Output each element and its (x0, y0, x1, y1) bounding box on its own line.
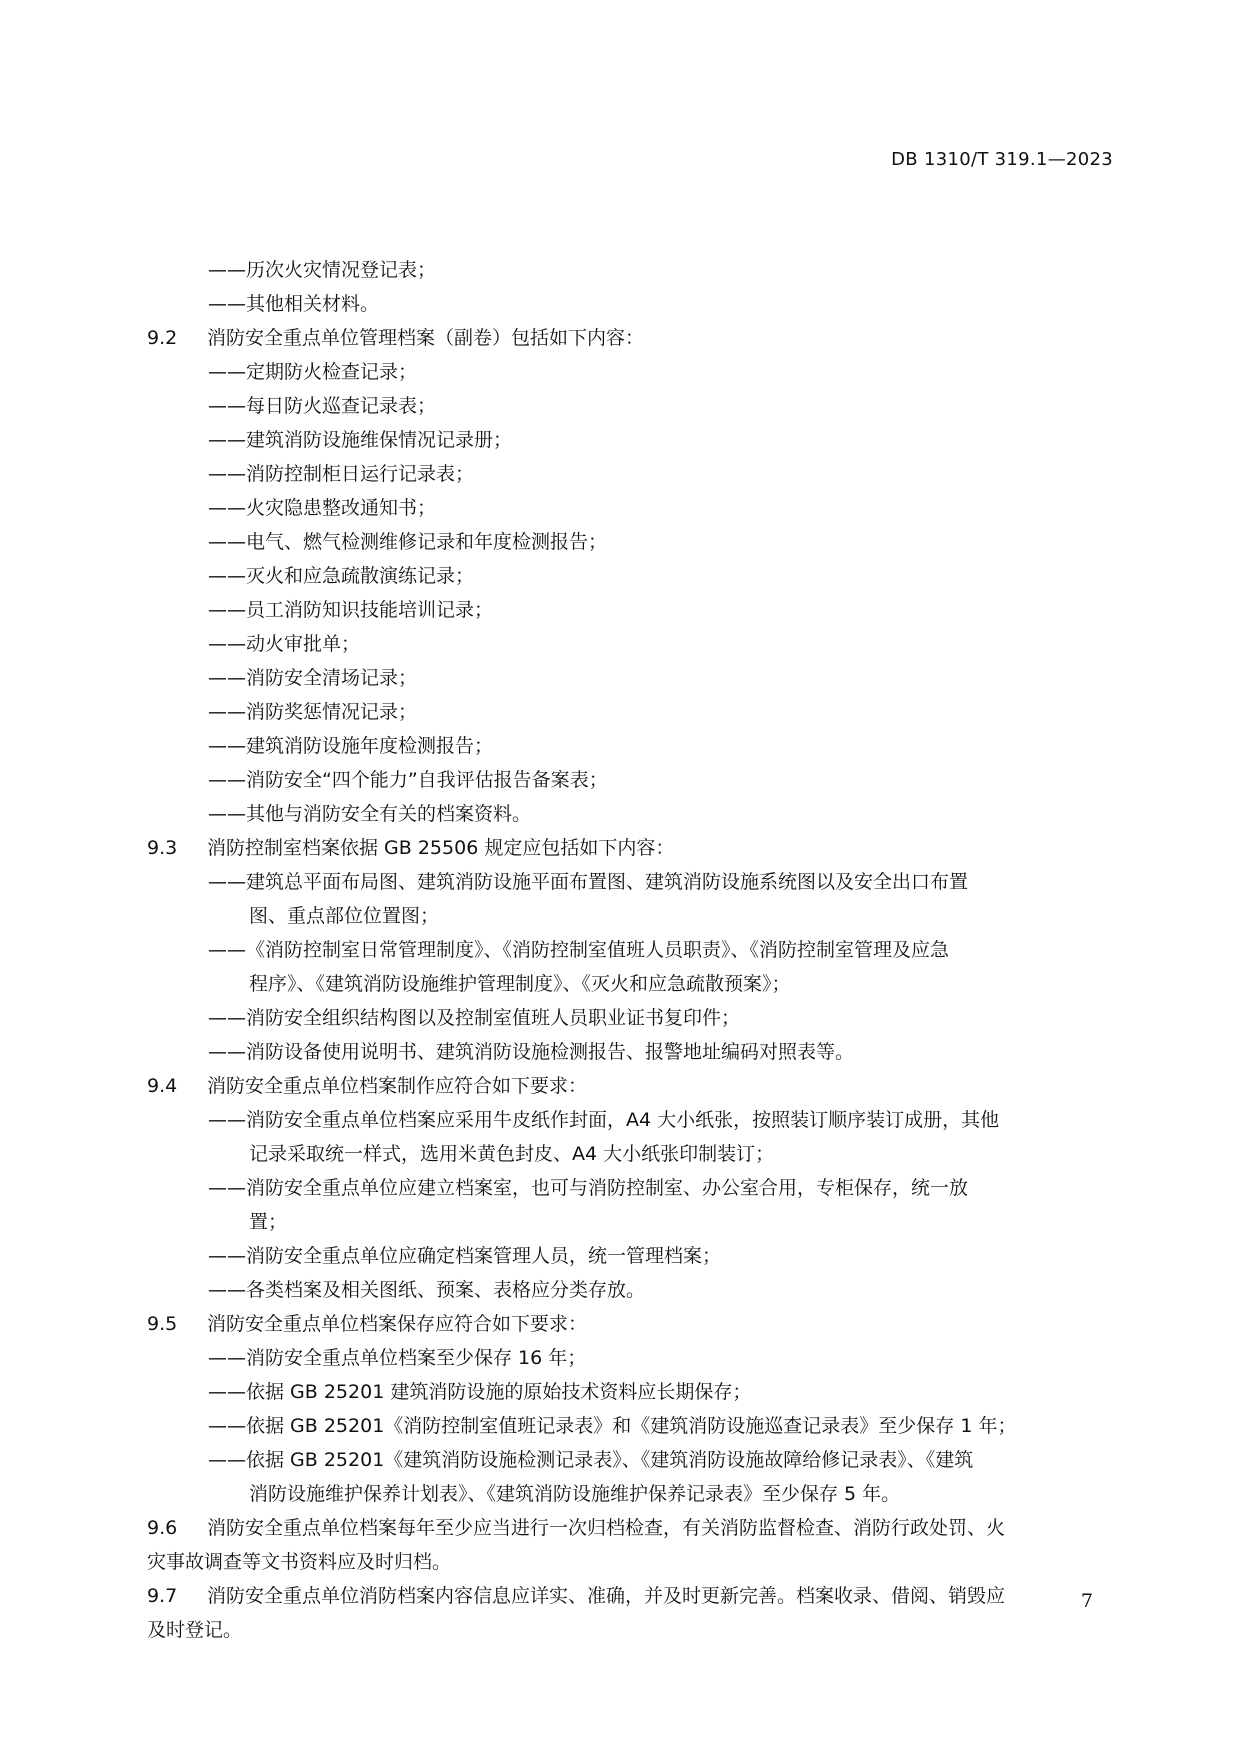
list-item (147, 797, 1117, 831)
clause-number: 9.6 (147, 1517, 178, 1539)
line-text: 消防安全重点单位档案每年至少应当进行一次归档检查，有关消防监督检查、消防行政处罚、火 (207, 1517, 1006, 1539)
list-item (147, 253, 1117, 287)
line-text: ——消防安全重点单位档案应采用牛皮纸作封面，A4 大小纸张，按照装订顺序装订成册，其他 (208, 1109, 1000, 1131)
line-text: ——消防安全重点单位应确定档案管理人员，统一管理档案； (208, 1245, 722, 1267)
list-item (147, 457, 1117, 491)
line-text: ——消防安全重点单位应建立档案室，也可与消防控制室、办公室合用，专柜保存，统一放 (208, 1177, 969, 1199)
list-item (147, 729, 1117, 763)
line-text: ——消防控制柜日运行记录表； (208, 463, 475, 485)
list-item (147, 287, 1117, 321)
line-text: ——《消防控制室日常管理制度》、《消防控制室值班人员职责》、《消防控制室管理及应急 (208, 939, 950, 961)
list-item (147, 1477, 1117, 1511)
line-text: ——依据 GB 25201 建筑消防设施的原始技术资料应长期保存； (208, 1381, 752, 1403)
list-item (147, 1239, 1117, 1273)
line-text: ——消防安全清场记录； (208, 667, 418, 689)
clause-line (147, 1511, 1117, 1545)
list-item (147, 1341, 1117, 1375)
list-item (147, 593, 1117, 627)
line-text: 记录采取统一样式，选用米黄色封皮、A4 大小纸张印制装订； (249, 1143, 775, 1165)
clause-number: 9.3 (147, 837, 178, 859)
line-text: 消防安全重点单位管理档案（副卷）包括如下内容： (207, 327, 645, 349)
list-item (147, 899, 1117, 933)
clause-number: 9.7 (147, 1585, 178, 1607)
clause-line (147, 1307, 1117, 1341)
line-text: ——电气、燃气检测维修记录和年度检测报告； (208, 531, 608, 553)
line-text: ——消防安全组织结构图以及控制室值班人员职业证书复印件； (208, 1007, 741, 1029)
line-text: ——员工消防知识技能培训记录； (208, 599, 494, 621)
line-text: ——每日防火巡查记录表； (208, 395, 437, 417)
list-item (147, 525, 1117, 559)
line-text: ——动火审批单； (208, 633, 361, 655)
line-text: ——依据 GB 25201《消防控制室值班记录表》和《建筑消防设施巡查记录表》至少保存 1 年； (208, 1415, 1017, 1437)
line-text: ——消防安全“四个能力”自我评估报告备案表； (208, 769, 608, 791)
line-text: ——其他与消防安全有关的档案资料。 (208, 803, 532, 825)
clause-line (147, 1069, 1117, 1103)
clause-number: 9.2 (147, 327, 178, 349)
line-text: ——其他相关材料。 (208, 293, 380, 315)
list-item (147, 933, 1117, 967)
list-item (147, 661, 1117, 695)
list-item (147, 491, 1117, 525)
line-text: 消防控制室档案依据 GB 25506 规定应包括如下内容： (207, 837, 675, 859)
line-text: ——消防安全重点单位档案至少保存 16 年； (208, 1347, 587, 1369)
list-item (147, 1171, 1117, 1205)
clause-number: 9.4 (147, 1075, 178, 1097)
line-text: ——消防奖惩情况记录； (208, 701, 418, 723)
list-item (147, 865, 1117, 899)
line-text: ——历次火灾情况登记表； (208, 259, 437, 281)
document-body (147, 253, 1117, 1647)
list-item (147, 695, 1117, 729)
line-text: ——各类档案及相关图纸、预案、表格应分类存放。 (208, 1279, 646, 1301)
list-item (147, 423, 1117, 457)
list-item (147, 1375, 1117, 1409)
document-code-header: DB 1310/T 319.1—2023 (891, 149, 1113, 170)
clause-line (147, 321, 1117, 355)
list-item (147, 1273, 1117, 1307)
line-text: ——定期防火检查记录； (208, 361, 418, 383)
line-text: 及时登记。 (147, 1619, 243, 1641)
list-item (147, 1001, 1117, 1035)
line-text: 消防安全重点单位档案保存应符合如下要求： (207, 1313, 588, 1335)
clause-line (147, 831, 1117, 865)
line-text: ——建筑消防设施年度检测报告； (208, 735, 494, 757)
list-item (147, 389, 1117, 423)
list-item (147, 355, 1117, 389)
clause-line (147, 1579, 1117, 1613)
list-item (147, 1409, 1117, 1443)
line-text: ——消防设备使用说明书、建筑消防设施检测报告、报警地址编码对照表等。 (208, 1041, 855, 1063)
paragraph-line (147, 1545, 1117, 1579)
line-text: ——灭火和应急疏散演练记录； (208, 565, 475, 587)
line-text: 消防安全重点单位消防档案内容信息应详实、准确，并及时更新完善。档案收录、借阅、销毁应 (207, 1585, 1006, 1607)
line-text: ——建筑消防设施维保情况记录册； (208, 429, 513, 451)
list-item (147, 1035, 1117, 1069)
list-item (147, 627, 1117, 661)
line-text: ——依据 GB 25201《建筑消防设施检测记录表》、《建筑消防设施故障给修记录表》、《建筑 (208, 1449, 974, 1471)
clause-number: 9.5 (147, 1313, 178, 1335)
line-text: 灾事故调查等文书资料应及时归档。 (147, 1551, 452, 1573)
list-item (147, 1137, 1117, 1171)
list-item (147, 763, 1117, 797)
line-text: 消防安全重点单位档案制作应符合如下要求： (207, 1075, 588, 1097)
list-item (147, 1443, 1117, 1477)
page-number: 7 (1080, 1590, 1093, 1612)
list-item (147, 1103, 1117, 1137)
list-item (147, 1205, 1117, 1239)
list-item (147, 967, 1117, 1001)
line-text: 程序》、《建筑消防设施维护管理制度》、《灭火和应急疏散预案》； (249, 973, 791, 995)
line-text: 消防设施维护保养计划表》、《建筑消防设施维护保养记录表》至少保存 5 年。 (249, 1483, 901, 1505)
paragraph-line (147, 1613, 1117, 1647)
line-text: ——火灾隐患整改通知书； (208, 497, 437, 519)
line-text: 图、重点部位位置图； (249, 905, 440, 927)
line-text: 置； (249, 1211, 288, 1233)
line-text: ——建筑总平面布局图、建筑消防设施平面布置图、建筑消防设施系统图以及安全出口布置 (208, 871, 969, 893)
list-item (147, 559, 1117, 593)
